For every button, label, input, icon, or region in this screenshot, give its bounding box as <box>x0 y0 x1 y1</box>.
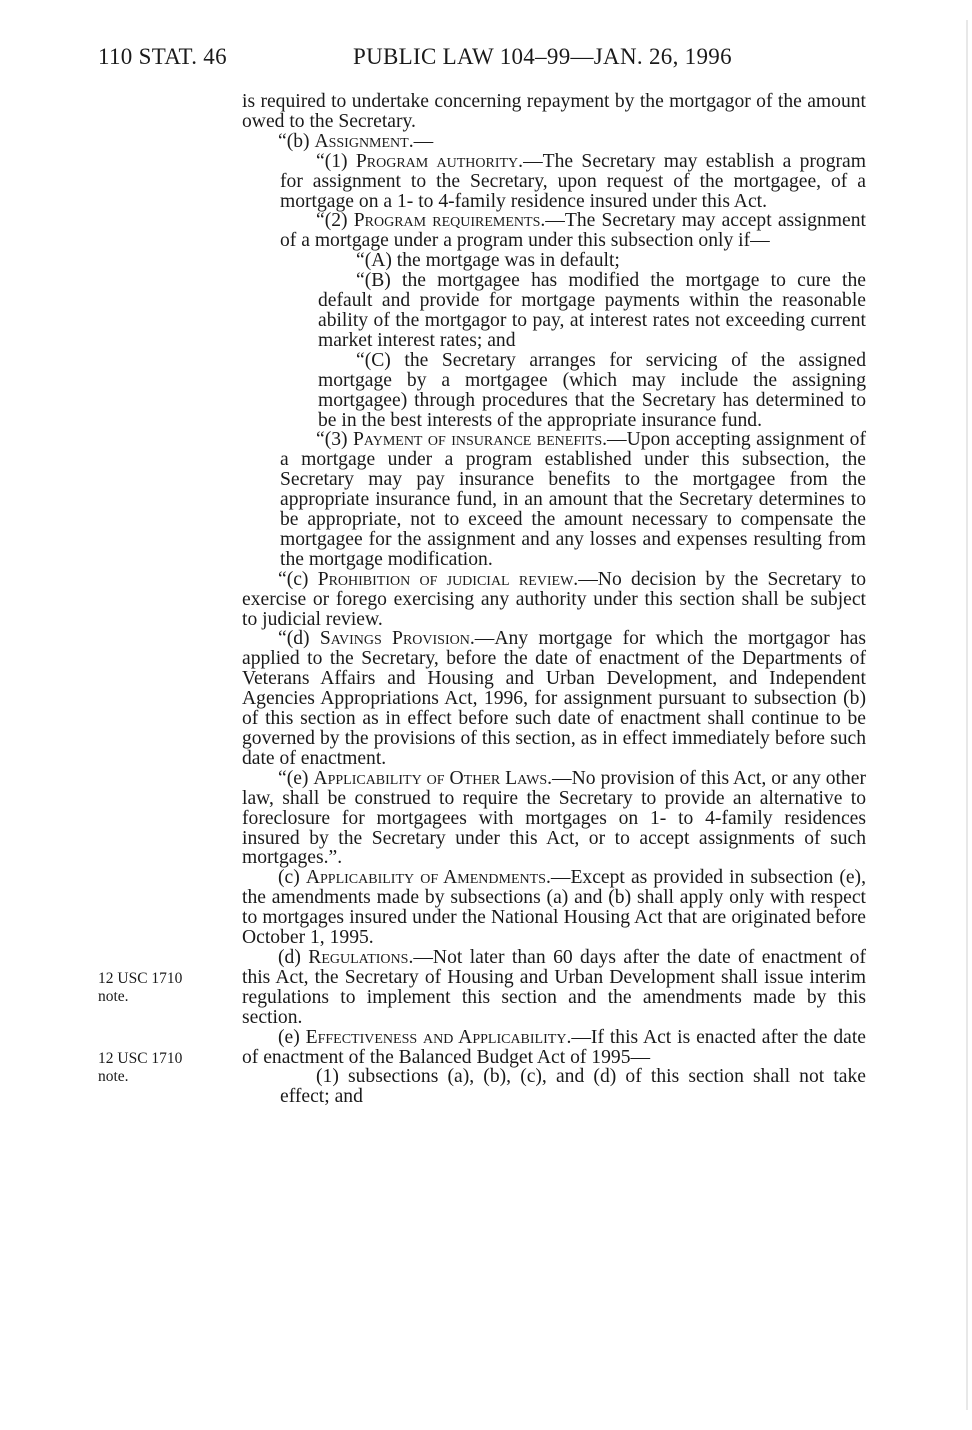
section-d-regulations <box>242 948 866 1028</box>
subsection-text: .—Any mortgage for which the mortgagor has applied to the Secretary, before the date of enactment of the Departments of Veterans Affairs and Housing and Urban Development, and Independent Agencies Appropriations Act, 1996, for assignment pursuant to subsection (b) of this section as in effect before such date of enactment shall continue to be governed by the provisions of this section, as in effect immediately before such date of enactment. <box>242 628 867 769</box>
paragraph-heading: Payment of insurance benefits <box>352 429 603 451</box>
page-edge-shadow <box>966 20 968 1410</box>
subsection-text: .—No decision by the Secretary to exercise or forego exercising any authority under this section shall be subject to judicial review. <box>242 568 866 630</box>
paragraph-label: “(2) <box>316 210 354 232</box>
margin-note-usc-2 <box>98 1050 182 1086</box>
subsection-heading-dash: .— <box>408 130 434 152</box>
subsection-text: .—No provision of this Act, or any other law, shall be construed to require the Secretary to provide an alternative to foreclosure for mortgagees with mortgages on 1- to 4-family residences insured by the Secretary under this Act, or to accept assignments of such mortgages.”. <box>242 767 867 869</box>
subsection-c-prohibition-of-judicial-review <box>242 570 866 630</box>
subsection-text: .—Except as provided in subsection (e), the amendments made by subsections (a) and (b) shall apply only with respect to mortgages insured under the National Housing Act that are originated before October 1, 1995. <box>242 867 866 949</box>
subparagraph-c: “(C) the Secretary arranges for servicing of the assigned mortgage by a mortgagee (which may include the assigning mortgagee) through procedures that the Secretary has determined to be in the best interests of the appropriate insurance fund. <box>318 349 866 431</box>
paragraph-1-program-authority <box>242 152 866 212</box>
paragraph-text: .—The Secretary may accept assignment of a mortgage under a program under this subsection only if— <box>280 210 866 252</box>
page-running-head: PUBLIC LAW 104–99—JAN. 26, 1996 <box>353 44 732 69</box>
margin-note-label: note. <box>98 1068 129 1085</box>
subsection-b-assignment <box>242 132 866 152</box>
margin-note-usc-1 <box>98 970 182 1006</box>
section-c-applicability-of-amendments <box>242 868 866 948</box>
subsection-label: “(b) <box>278 130 315 152</box>
subsection-heading: Savings Provision <box>319 628 470 650</box>
page-stat-citation: 110 STAT. 46 <box>98 44 227 69</box>
subsection-text: .—If this Act is enacted after the date of enactment of the Balanced Budget Act of 1995— <box>242 1026 866 1068</box>
paragraph-label: “(3) <box>316 429 353 451</box>
subsection-label: “(c) <box>278 568 318 590</box>
subsection-heading: Regulations <box>308 946 409 968</box>
paragraph-heading: Program requirements <box>353 210 541 232</box>
subsection-heading: Effectiveness and Applicability <box>305 1026 567 1048</box>
subsection-e-applicability-of-other-laws <box>242 769 866 869</box>
paragraph-text: .—Upon accepting assignment of a mortgage under a program established under this subsection, the Secretary may pay insurance benefits to the mortgagee from the appropriate insurance fund, in an amount that the Secretary determines to be appropriate, not to exceed the amount necessary to compensate the mortgagee for the assignment and any losses and expenses resulting from the mortgage modification. <box>280 429 866 570</box>
paragraph-text: .—The Secretary may establish a program for assignment to the Secretary, upon request of the mortgagee, of a mortgage on a 1- to 4-family residence insured under this Act. <box>280 150 866 212</box>
subsection-label: (e) <box>278 1026 306 1048</box>
subsection-heading: Applicability of Other Laws <box>313 767 548 789</box>
subsection-heading: Applicability of Amendments <box>305 867 546 889</box>
statute-body <box>242 92 866 1107</box>
subsection-label: “(e) <box>278 767 314 789</box>
subsection-label: (d) <box>278 946 309 968</box>
subparagraph-a: “(A) the mortgage was in default; <box>356 250 620 272</box>
subsection-label: “(d) <box>278 628 320 650</box>
margin-note-citation: 12 USC 1710 <box>98 970 183 987</box>
paragraph-heading: Program authority <box>355 150 519 172</box>
paragraph-2-program-requirements <box>242 211 866 251</box>
margin-note-citation: 12 USC 1710 <box>98 1050 183 1067</box>
subsection-text: .—Not later than 60 days after the date of enactment of this Act, the Secretary of Housing and Urban Development shall issue interim regulations to implement this section and the amendments made by this section. <box>242 946 866 1028</box>
subsection-heading: Assignment <box>314 130 409 152</box>
paragraph-label: “(1) <box>316 150 356 172</box>
subsection-label: (c) <box>278 867 306 889</box>
subsection-heading: Prohibition of judicial review <box>317 568 574 590</box>
margin-note-label: note. <box>98 988 129 1005</box>
paragraph-3-payment-of-insurance-benefits <box>242 430 866 569</box>
subparagraph-b: “(B) the mortgagee has modified the mortgage to cure the default and provide for mortgage payments within the reasonable ability of the mortgagor to pay, at interest rates not exceeding current market interest rates; and <box>318 270 866 351</box>
section-e-effectiveness-and-applicability <box>242 1028 866 1068</box>
subsection-d-savings-provision <box>242 629 866 768</box>
paragraph-continuation: is required to undertake concerning repayment by the mortgagor of the amount owed to the Secretary. <box>242 91 866 132</box>
paragraph-e-1: (1) subsections (a), (b), (c), and (d) of this section shall not take effect; and <box>280 1066 866 1108</box>
